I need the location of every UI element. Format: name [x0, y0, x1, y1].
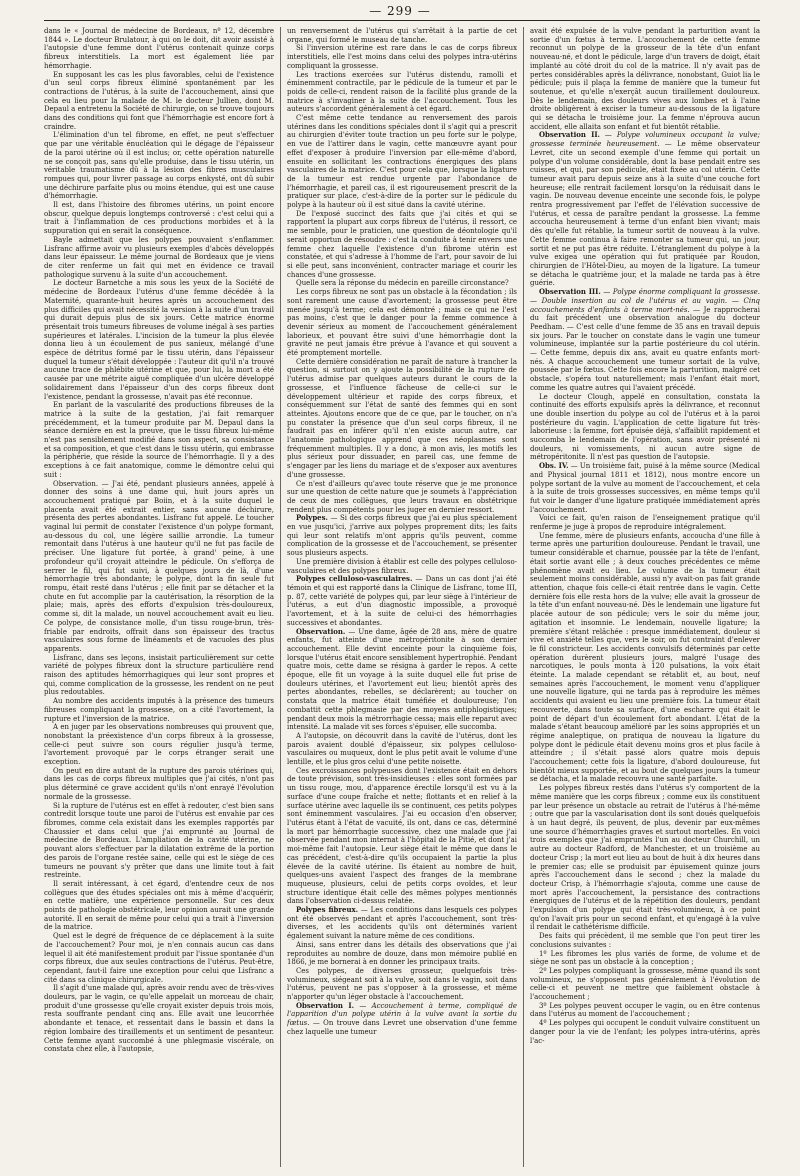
- paragraph-italic: — Accouchement à terme, compliqué de l'apparition d'un polype utérin à la vulve avant la sortie du fœtus.: [287, 1001, 517, 1028]
- paragraph-lead: Polypes celluloso-vasculaires.: [296, 574, 413, 584]
- paragraph-text: Ce n'est d'ailleurs qu'avec toute réserve que je me prononce sur une question de cette nature que je soumets à l'appréciation de ceux de mes collègues, que leurs travaux en obstétrique rendent plus compétents pour les juger en dernier ressort.: [287, 479, 517, 514]
- paragraph: [44, 201, 274, 236]
- paragraph: [44, 279, 274, 401]
- paragraph: [287, 906, 517, 941]
- paragraph: [44, 767, 274, 802]
- paragraph-text: Lisfranc, dans ses leçons, insistait particulièrement sur cette variété de polypes fibreux dont la structure particulière rend raison des aptitudes hémorrhagiques qui leur sont propres et qui, comme complication de la grossesse, les rendent on ne peut plus redoutables.: [44, 653, 274, 697]
- paragraph-text: Une première division à établir est celle des polypes celluloso-vasculaires et des polypes fibreux.: [287, 557, 517, 575]
- paragraph: [530, 532, 760, 784]
- page-number: — 299 —: [369, 4, 431, 18]
- paragraph: [44, 71, 274, 132]
- paragraph-text: Voici ce fait, qu'en raison de l'enseignement pratique qu'il renferme je juge à propos de reproduire intégralement.: [530, 514, 760, 532]
- text-columns: [44, 27, 760, 1167]
- paragraph-text: On peut en dire autant de la rupture des parois utérines qui, dans les cas de corps fibreux multiples que j'ai cités, n'ont pas plus déterminé ce grave accident qu'ils n'ont enrayé l'évolution normale de la grossesse.: [44, 766, 274, 801]
- paragraph-lead: Observation I.: [296, 1000, 355, 1010]
- paragraph-text: un renversement de l'utérus qui s'arrêtait à la partie de cet organe, qui formé le museau de tanche.: [287, 27, 517, 44]
- paragraph-text: Il est, dans l'histoire des fibromes utérins, un point encore obscur, quelque depuis longtemps controversé : c'est celui qui a trait à l'inflammation de ces productions morbides et à la suppuration qui en serait la conséquence.: [44, 201, 274, 236]
- column-3: [530, 27, 760, 1167]
- paragraph-text: — Un troisième fait, puisé à la même source (Medical and Physical journal 1811 et 1812), nous montre encore un polype sortant de la vulve au moment de l'accouchement, et cela à la suite de trois grossesses successives, en même temps qu'il fut voir le danger d'une ligature pratiquée immédiatement après l'accouchement.: [530, 462, 760, 514]
- paragraph: [287, 480, 517, 515]
- paragraph: [287, 27, 517, 44]
- paragraph: [44, 27, 274, 71]
- paragraph: [287, 279, 517, 288]
- paragraph: [530, 1019, 760, 1045]
- paragraph-text: En supposant les cas les plus favorables, celui de l'existence d'un seul corps fibreux éliminé spontanément par les contractions de l'utérus, à la suite de l'accouchement, ainsi que cela eu lieu pour la malade de M. le docteur Jullien, dont M. Depaul a entretenu la Société de chirurgie, on se trouve toujours dans des conditions qui font que l'hémorrhagie est encore fort à craindre.: [44, 70, 274, 131]
- paragraph: [530, 288, 760, 392]
- paragraph-text: 3º Les polypes peuvent occuper le vagin, ou en être contenus dans l'utérus au moment de l'accouchement ;: [530, 1001, 760, 1019]
- paragraph-text: Bayle admettait que les polypes pouvaient s'enflammer. Lisfranc affirme avoir vu plusieurs exemples d'abcès développés dans leur épaisseur. Le même journal de Bordeaux que je viens de citer renferme un fait qui met en évidence ce travail pathologique survenu à la suite d'un accouchement.: [44, 235, 274, 279]
- paragraph-text: 4º Les polypes qui occupent le conduit vulvaire constituent un danger pour la vie de l'enfant; les polypes intra-utérins, après l'ac-: [530, 1019, 760, 1045]
- paragraph: [530, 932, 760, 949]
- paragraph-lead: Observation III.: [539, 287, 601, 297]
- paragraph-text: Une femme, mère de plusieurs enfants, accoucha d'une fille à terme après une parturition douloureuse. Pendant le travail, une tumeur considérable et charnue, poussée par la tête de l'enfant, était sortie avant elle ; à deux couches précédentes ce même phénomène avait eu lieu. Le volume de la tumeur était seulement moins considérable, aussi n'y avait-on pas fait grande attention, chaque fois celle-ci était rentrée dans le vagin. Cette dernière fois elle resta hors de la vulve; elle avait la grosseur de la tête d'un enfant nouveau-né. Dès le lendemain une ligature fut placée autour de son pédicule; vers le soir du même jour, agitation et insomnie. Le lendemain, nouvelle ligature; la première s'étant relâchée : presque immédiatement, douleur si vive et anxiété telles que, vers le soir, on fut contraint d'enlever le fil constricteur. Les accidents convulsifs déterminés par cette opération durèrent plusieurs jours, malgré l'usage des narcotiques, le pouls monta à 120 pulsations, la voix était éteinte. La malade cependant se rétablit et, au bout, neuf semaines après l'accouchement, le moment venu d'appliquer une nouvelle ligature, qui ne tarda pas à reproduire les mêmes accidents qui avaient eu lieu une première fois. La tumeur était recouverte, dans toute sa surface, d'une escharre qui était le point de départ d'un écoulement fort abondant. L'état de la malade s'étant beaucoup amélioré par les soins appropriés et un régime analeptique, on pratiqua de nouveau la ligature du polype dont le pédicule était devenu moins gros et plus facile à atteindre ; il s'était passé alors quatre mois depuis l'accouchement; cette fois la ligature, d'abord douloureuse, fut bientôt mieux supportée, et au bout de quelques jours la tumeur se détacha, et la malade recouvra une santé parfaite.: [530, 531, 760, 784]
- paragraph: [287, 44, 517, 70]
- paragraph: [530, 393, 760, 463]
- header-rule: [44, 20, 760, 21]
- paragraph: [287, 71, 517, 115]
- paragraph-text: En parlant de la vascularité des productions fibreuses de la matrice à la suite de la gestation, j'ai fait remarquer précédemment, et la tumeur produite par M. Depaul dans la séance dernière en est la preuve, que le tissu fibreux lui-même n'est pas sensiblement modifié dans son aspect, sa consistance et sa composition, et que c'est dans le tissu utérin, qui embrasse la périphérie, que réside la source de l'hémorrhagie. Il y a des exceptions à ce fait anatomique, comme le démontre celui qui suit :: [44, 401, 274, 479]
- paragraph-text: Si l'inversion utérine est rare dans le cas de corps fibreux interstitiels, elle l'est moins dans celui des polypes intra-utérins compliquant la grossesse.: [287, 44, 517, 70]
- paragraph: [44, 880, 274, 932]
- paragraph-italic: — Polype volumineux occupant la vulve; grossesse terminée heureusement.: [530, 131, 760, 149]
- paragraph-text: C'est même cette tendance au renversement des parois utérines dans les conditions spéciales dont il s'agit qui a prescrit au chirurgien d'éviter toute traction un peu forte sur le polype, en vue de l'attirer dans le vagin, cette manœuvre ayant pour effet d'exposer à produire l'inversion par elle-même d'abord, ensuite en sollicitant les contractions énergiques des plans vasculaires de la matrice. C'est pour cela que, lorsque la ligature de la tumeur est rendue urgente par l'abondance de l'hémorrhagie, et pareil cas, il est rigoureusement prescrit de la pratiquer sur place, c'est-à-dire de la porter sur le pédicule du polype à la hauteur où il est situé dans la cavité utérine.: [287, 114, 517, 210]
- paragraph: [44, 480, 274, 654]
- paragraph: [44, 932, 274, 984]
- paragraph-text: 1º Les fibromes les plus variés de forme, de volume et de siège ne sont pas un obstacle à la conception ;: [530, 949, 760, 967]
- paragraph-text: — Dans un cas dont j'ai été témoin et qui est rapporté dans la Clinique de Lisfranc, tome III, p. 87, cette variété de polypes qui, par leur siège à l'intérieur de l'utérus, a eut d'un diagnostic impossible, a provoqué l'avortement, et à la suite de celui-ci des hémorrhagies successives et abondantes.: [287, 575, 517, 627]
- paragraph: [287, 628, 517, 732]
- paragraph-text: Au nombre des accidents imputés à la présence des tumeurs fibreuses compliquant la grossesse, on a cité l'avortement, la rupture et l'inversion de la matrice.: [44, 697, 274, 723]
- paragraph-text: Quelle sera la réponse du médecin en pareille circonstance?: [296, 279, 509, 288]
- paragraph: [287, 358, 517, 480]
- paragraph-text: Il s'agit d'une malade qui, après avoir rendu avec de très-vives douleurs, par le vagin, ce qu'elle appelait un morceau de chair, produit d'une grossesse qu'elle croyait exister depuis trois mois, resta souffrante pendant cinq ans. Elle avait une leucorrhée abondante et tenace, et ressentait dans le bassin et dans la région lombaire des tiraillements et un sentiment de pesanteur. Cette femme ayant succombé à une phlegmasie viscérale, on constata chez elle, à l'autopsie,: [44, 984, 274, 1054]
- paragraph-lead: Polypes.: [296, 513, 328, 523]
- paragraph: [287, 941, 517, 967]
- paragraph-text: Le docteur Clough, appelé en consultation, constata la continuité des efforts expulsifs après la délivrance, et reconnut une double insertion du polype au col de l'utérus et à la paroi postérieure du vagin. L'application de cette ligature fut très-laborieuse : la femme, fort épuisée déjà, s'affaiblit rapidement et succomba le lendemain de l'opération, sans avoir présenté ni douleurs, ni vomissements, ni aucun autre signe de métropéritonite. Il n'est pas question de l'autopsie.: [530, 392, 760, 462]
- paragraph: [287, 1002, 517, 1037]
- paragraph: [530, 514, 760, 531]
- paragraph: [287, 288, 517, 358]
- paragraph-text: — Une dame, âgée de 28 ans, mère de quatre enfants, fut atteinte d'une métropéritonite à son dernier accouchement. Elle devint enceinte pour la cinquième fois, lorsque l'utérus était encore sensiblement hypertrophié. Pendant quatre mois, cette dame se résigna à garder le repos. A cette époque, elle fit un voyage à la suite duquel elle fut prise de douleurs utérines, et l'avortement eut lieu; bientôt après des pertes abondantes, rebelles, se déclarèrent; au toucher on constata que la matrice était tuméfiée et douloureuse; l'on combattit cette phlegmasie par des moyens antiphlogistiques; pendant deux mois la métrorrhagie cessa; mais elle reparut avec intensité. La malade vit ses forces s'épuiser, elle succomba.: [287, 627, 517, 732]
- paragraph: [44, 984, 274, 1054]
- paragraph-text: Observation. — J'ai été, pendant plusieurs années, appelé à donner des soins à une dame qui, huit jours après un accouchement pratiqué par Boiin, et à la suite duquel le placenta avait été extrait entier, sans aucune déchirure, présenta des pertes abondantes. Lisfranc fut appelé. Le toucher vaginal lui permit de constater l'existence d'un polype formant, au-dessous du col, une légère saillie arrondie. La tumeur remontait dans l'utérus à une hauteur qu'il ne fut pas facile de préciser. Une ligature fut portée, à grand' peine, à une profondeur qu'il croyait atteindre le pédicule. On s'efforça de serrer le fil, qui fut suivi, à quelques jours de là, d'une hémorrhagie très abondante; le polype, dont la fin seule fut rompu, était resté dans l'utérus ; elle finit par se détacher et la chute en fut accomplie par la cautérisation, la résorption de la plaie; mais, après des efforts d'expulsion très-douloureux, comme si, dit la malade, un nouvel accouchement avait eu lieu. Ce polype, de consistance molle, d'un tissu rouge-brun, très-friable par endroits, offrait dans son épaisseur des tractus vasculaires sous forme de linéaments et de vacuoles des plus apparents.: [44, 479, 274, 653]
- paragraph-text: Ainsi, sans entrer dans les détails des observations que j'ai reproduites au nombre de douze, dans mon mémoire publié en 1866, je me bornerai à en donner les principaux traits.: [287, 940, 517, 967]
- paragraph-text: Ces polypes, de diverses grosseur, quelquefois très-volumineux, siégeant soit à la vulve, soit dans le vagin, soit dans l'utérus, peuvent ne pas s'opposer à la grossesse, et même n'apporter qu'un léger obstacle à l'accouchement.: [287, 966, 517, 1002]
- paragraph: [530, 950, 760, 967]
- paragraph-text: Cette dernière considération ne paraît de nature à trancher la question, si surtout on y ajoute la possibilité de la rupture de l'utérus admise par quelques auteurs durant le cours de la grossesse, et l'influence fâcheuse de celle-ci sur le développement ultérieur et rapide des corps fibreux, et conséquemment sur l'état de santé des femmes qui en sont atteintes. Ajoutons encore que de ce que, par le toucher, on n'a pu constater la présence que d'un seul corps fibreux, il ne faudrait pas en inférer qu'il n'en existe aucun autre, car l'anatomie pathologique apprend que ces néoplasmes sont fréquemment multiples. Il y a donc, à mon avis, les motifs les plus sérieux pour dissuader, en pareil cas, une femme de s'engager par les liens du mariage et de s'exposer aux aventures d'une grossesse.: [287, 357, 517, 479]
- paragraph: [287, 114, 517, 210]
- paragraph-text: Ces excroissances polypeuses dont l'existence était en dehors de toute prévision, sont très-insidieuses : elles sont formées par un tissu rouge, mou, d'apparence érectile lorsqu'il est vu à la surface d'une coupe fraîche et nette; flottants et en relief à la surface utérine avec laquelle ils se continuent, ces petits polypes sont éminemment vasculaires. J'ai eu occasion d'en observer, l'utérus étant à l'état de vacuité, ils ont, dans ce cas, déterminé la mort par hémorrhagie successive, chez une malade que j'ai observée pendant mon internat à l'hôpital de la Pitié, et dont j'ai moi-même fait l'autopsie. Leur siège était le même que dans le cas précédent, c'est-à-dire qu'ils occupaient la partie la plus élevée de la cavité utérine. Ils étaient au nombre de huit, quelques-uns avaient l'aspect des franges de la membrane muqueuse, plusieurs, celui de petits corps ovoïdes, et leur structure identique était celle des mêmes polypes mentionnés dans l'observation ci-dessus relatée.: [287, 766, 517, 906]
- paragraph-text: Il serait intéressant, à cet égard, d'entendre ceux de nos collègues que des études spéciales ont mis à même d'acquérir, en cette matière, une expérience personnelle. Sur ces deux points de pathologie obstétricale, leur opinion aurait une grande autorité. Il en serait de même pour celui qui a trait à l'inversion de la matrice.: [44, 879, 274, 932]
- paragraph-text: Les tractions exercées sur l'utérus distendu, ramolli et éminemment contractile, par le pédicule de la tumeur et par le poids de celle-ci, rendent raison de la facilité plus grande de la matrice à s'invaginer à la suite de l'accouchement. Tous les auteurs s'accordent généralement à cet égard.: [287, 70, 517, 114]
- paragraph-text: De l'exposé succinct des faits que j'ai cités et qui se rapportent la plupart aux corps fibreux de l'utérus, il ressort, ce me semble, pour le praticien, une question de déontologie qu'il serait opportun de résoudre : c'est la conduite à tenir envers une femme chez laquelle l'existence d'un fibrome utérin est constatée, et qui s'adresse à l'homme de l'art, pour savoir de lui si elle peut, sans inconvénient, contracter mariage et courir les chances d'une grossesse.: [287, 209, 517, 279]
- paragraph-text: dans le « Journal de médecine de Bordeaux, nº 12, décembre 1844 ». Le docteur Brulatour, à qui on le doit, dit avoir assisté à l'autopsie d'une femme dont l'utérus contenait quinze corps fibreux interstitiels. La mort est également liée par hémorrhagie.: [44, 27, 274, 70]
- paragraph-lead: Observation II.: [539, 130, 600, 140]
- paragraph: [44, 401, 274, 479]
- paragraph: [530, 967, 760, 1002]
- column-divider: [523, 27, 524, 1167]
- paragraph-text: A en juger par les observations nombreuses qui prouvent que, nonobstant la préexistence d'un corps fibreux à la grossesse, celle-ci peut suivre son cours régulier jusqu'à terme, l'avortement provoqué par le corps étranger serait une exception.: [44, 723, 274, 767]
- paragraph-text: avait été expulsée de la vulve pendant la parturition avant la sortie d'un fœtus à terme. L'accouchement de cette femme reconnut un polype de la grosseur de la tête d'un enfant nouveau-né, et dont le pédicule, large d'un travers de doigt, était implanté au côté droit du col de la matrice. Il n'y avait pas de pertes considérables après la délivrance, nonobstant, Guiot lia le pédicule; puis il plaça la femme de manière que la tumeur fut soutenue, et qu'elle n'exerçât aucun tiraillement douloureux. Dès le lendemain, des douleurs vives aux lombes et à l'aine droite obligèrent à exciser la tumeur au-dessous de la ligature qui se détacha le troisième jour. La femme n'éprouva aucun accident, elle allaita son enfant et fut bientôt rétablie.: [530, 27, 760, 131]
- paragraph-text: Des faits qui précèdent, il me semble que l'on peut tirer les conclusions suivantes :: [530, 932, 760, 949]
- paragraph: [287, 575, 517, 627]
- paragraph-text: — Si des corps fibreux que j'ai eu plus spécialement en vue jusqu'ici, j'arrive aux polypes proprement dits; les faits qui leur sont relatifs m'ont appris qu'ils peuvent, comme complication de la grossesse et de l'accouchement, se présenter sous plusieurs aspects.: [287, 514, 517, 558]
- paragraph: [530, 27, 760, 131]
- paragraph-text: A l'autopsie, on découvrit dans la cavité de l'utérus, dont les parois avaient doublé d'épaisseur, six polypes celluloso-vasculaires ou muqueux, dont le plus petit avait le volume d'une lentille, et le plus gros celui d'une petite noisette.: [287, 731, 517, 767]
- paragraph-text: L'élimination d'un tel fibrome, en effet, ne peut s'effectuer que par une véritable énucléation qui le dégage de l'épaisseur de la paroi utérine où il est inclus; or, cette opération naturelle ne se conçoit pas, sans qu'elle produise, dans le tissu utérin, un véritable traumatisme dû à la lésion des fibres musculaires rompues qui, pour livrer passage au corps enkysté, ont dû subir une déchirure parfaite plus ou moins étendue, qui est une cause d'hémorrhagie.: [44, 131, 274, 201]
- paragraph-lead: Observation.: [296, 626, 346, 636]
- paragraph: [287, 732, 517, 767]
- paragraph: [44, 802, 274, 880]
- paragraph: [44, 697, 274, 723]
- paragraph: [44, 236, 274, 280]
- paragraph-text: 2º Les polypes compliquant la grossesse, même quand ils sont volumineux, ne s'opposent pas généralement à l'évolution de celle-ci et peuvent ne mettre que faiblement obstacle à l'accouchement ;: [530, 966, 760, 1002]
- paragraph: [530, 784, 760, 932]
- paragraph: [287, 967, 517, 1002]
- paragraph: [287, 210, 517, 280]
- paragraph: [44, 723, 274, 767]
- column-2: [287, 27, 517, 1167]
- paragraph: [287, 514, 517, 558]
- paragraph-text: — Les conditions dans lesquels ces polypes ont été observés pendant et après l'accouchement, sont très-diverses, et les accidents qu'ils ont déterminés varient également suivant la nature même de ces conditions.: [287, 906, 517, 941]
- paragraph-text: Le docteur Barnetche a mis sous les yeux de la Société de médecine de Bordeaux l'utérus d'une femme décédée à la Maternité, quarante-huit heures après un accouchement des plus difficiles qui avait nécessité la version à la suite d'un travail qui durait depuis plus de six jours. Cette matrice énorme présentait trois tumeurs fibreuses de volume inégal à ses parties supérieures et latérales. L'incision de la tumeur la plus élevée donna lieu à un écoulement de pus sanieux, mélangé d'une espèce de détritus formé par le tissu utérin, dans l'épaisseur duquel la tumeur s'était développée : l'auteur dit qu'il n'a trouvé aucune trace de phlébite utérine et que, pour lui, la mort a été causée par une métrite aiguë compliquée d'un ulcère développé solidairement dans l'épaisseur d'un des corps fibreux dont l'existence, pendant la grossesse, n'avait pas été reconnue.: [44, 279, 274, 401]
- paragraph-lead: Polypes fibreux.: [296, 905, 359, 915]
- paragraph-italic: — Polype énorme compliquant la grossesse. — Double insertion au col de l'utérus et au vagin. — Cinq accouchements d'enfants à terme mort-nés.: [530, 288, 760, 314]
- paragraph-text: Les corps fibreux ne sont pas un obstacle à la fécondation ; ils sont rarement une cause d'avortement; la grossesse peut être menée jusqu'à terme; cela est démontré ; mais ce qui ne l'est pas moins, c'est que le danger pour la femme commence à devenir sérieux au moment de l'accouchement généralement laborieux, et pouvant être suivi d'une hémorrhagie dont la gravité ne peut jamais être prévue à l'avance et qui souvent a été promptement mortelle.: [287, 288, 517, 358]
- paragraph-text: — Le même observateur Levret, cite un second exemple d'une femme qui portait un polype d'un volume considérable, dont la base pendait entre ses cuisses, et qui, par son pédicule, était fixée au col utérin. Cette tumeur avait paru depuis seize ans à la suite d'une couche fort heureuse; elle rentrait facilement lorsqu'on la réduisait dans le vagin. De nouveau devenue enceinte une seconde fois, le polype rentra progressivement par l'effet de l'élévation successive de l'utérus, et cessa de paraître pendant la grossesse. La femme accoucha heureusement à terme d'un enfant bien vivant; mais dès qu'elle fut rétablie, la tumeur sortit de nouveau à la vulve. Cette femme continua à faire remonter sa tumeur qui, un jour, sortit et ne put pas être réduite. L'étranglement du polype à la vulve exigea une opération qui fut pratiquée par Roudon, chirurgien de l'Hôtel-Dieu, au moyen de la ligature. La tumeur se détacha le quatrième jour, et la malade ne tarda pas à être guérie.: [530, 140, 760, 288]
- paragraph: [530, 462, 760, 514]
- paragraph: [287, 558, 517, 575]
- paragraph-text: — On trouve dans Levret une observation d'une femme chez laquelle une tumeur: [287, 1019, 517, 1036]
- paragraph-text: Si la rupture de l'utérus est en effet à redouter, c'est bien sans contredit lorsque toute une paroi de l'utérus est envahie par ces fibromes, comme cela existait dans les exemples rapportés par Chaussier et dans celui que j'ai emprunté au Journal de médecine de Bordeaux. L'ampliation de la cavité utérine, ne pouvant alors s'effectuer par la dilatation extrême de la portion des parois de l'organe restée saine, celle qui est le siège de ces tumeurs ne pouvant s'y prêter que dans une limite tout à fait restreinte.: [44, 801, 274, 880]
- column-1: [44, 27, 274, 1167]
- paragraph: [44, 131, 274, 201]
- column-divider: [280, 27, 281, 1167]
- paragraph: [44, 654, 274, 698]
- paragraph-text: Les polypes fibreux restés dans l'utérus s'y comportent de la même manière que les corps fibreux ; comme eux ils constituent par leur présence un obstacle au retrait de l'utérus à l'hé-même ; outre que par la vascularisation dont ils sont doués quelquefois à un haut degré, ils peuvent, de plus, devenir par eux-mêmes une source d'hémorrhagies graves et surtout mortelles. En voici trois exemples que j'ai empruntés l'un au docteur Churchill, un autre au docteur Radford, de Manchester, et un troisième au docteur Crisp ; la mort eut lieu au bout de huit à dix heures dans le premier cas; elle se produisit par épuisement quinze jours après l'accouchement dans le second ; chez la malade du docteur Crisp, à l'hémorrhagie s'ajouta, comme une cause de mort après l'accouchement, la persistance des contractions énergiques de l'utérus et de la répétition des douleurs, pendant l'expulsion d'un polype qui était très-volumineux, à ce point qu'on l'avait pris pour un second enfant, et qu'engagé à la vulve il rendait le cathétérisme difficile.: [530, 784, 760, 932]
- paragraph: [530, 1002, 760, 1019]
- paragraph: [530, 131, 760, 288]
- paragraph-text: Quel est le degré de fréquence de ce déplacement à la suite de l'accouchement? Pour moi, je n'en connais aucun cas dans lequel il ait été manifestement produit par l'issue spontanée d'un corps fibreux, due aux seules contractions de l'utérus. Peut-être, cependant, faut-il faire une exception pour celui que Lisfranc a cité dans sa clinique chirurgicale.: [44, 932, 274, 984]
- paragraph-lead: Obs. IV.: [539, 461, 569, 471]
- paragraph-text: — Je rapprocherai du fait précédent une observation analogue du docteur Peedham. — C'est celle d'une femme de 35 ans en travail depuis six jours. Par le toucher on constate dans le vagin une tumeur volumineuse, implantée sur la partie postérieure du col utérin. — Cette femme, depuis dix ans, avait eu quatre enfants mort-nés. A chaque accouchement une tumeur sortait de la vulve, poussée par le fœtus. Cette fois encore la parturition, malgré cet obstacle, s'opéra tout naturellement; mais l'enfant était mort, comme les quatre autres qui l'avaient précédé.: [530, 305, 760, 392]
- paragraph: [287, 767, 517, 906]
